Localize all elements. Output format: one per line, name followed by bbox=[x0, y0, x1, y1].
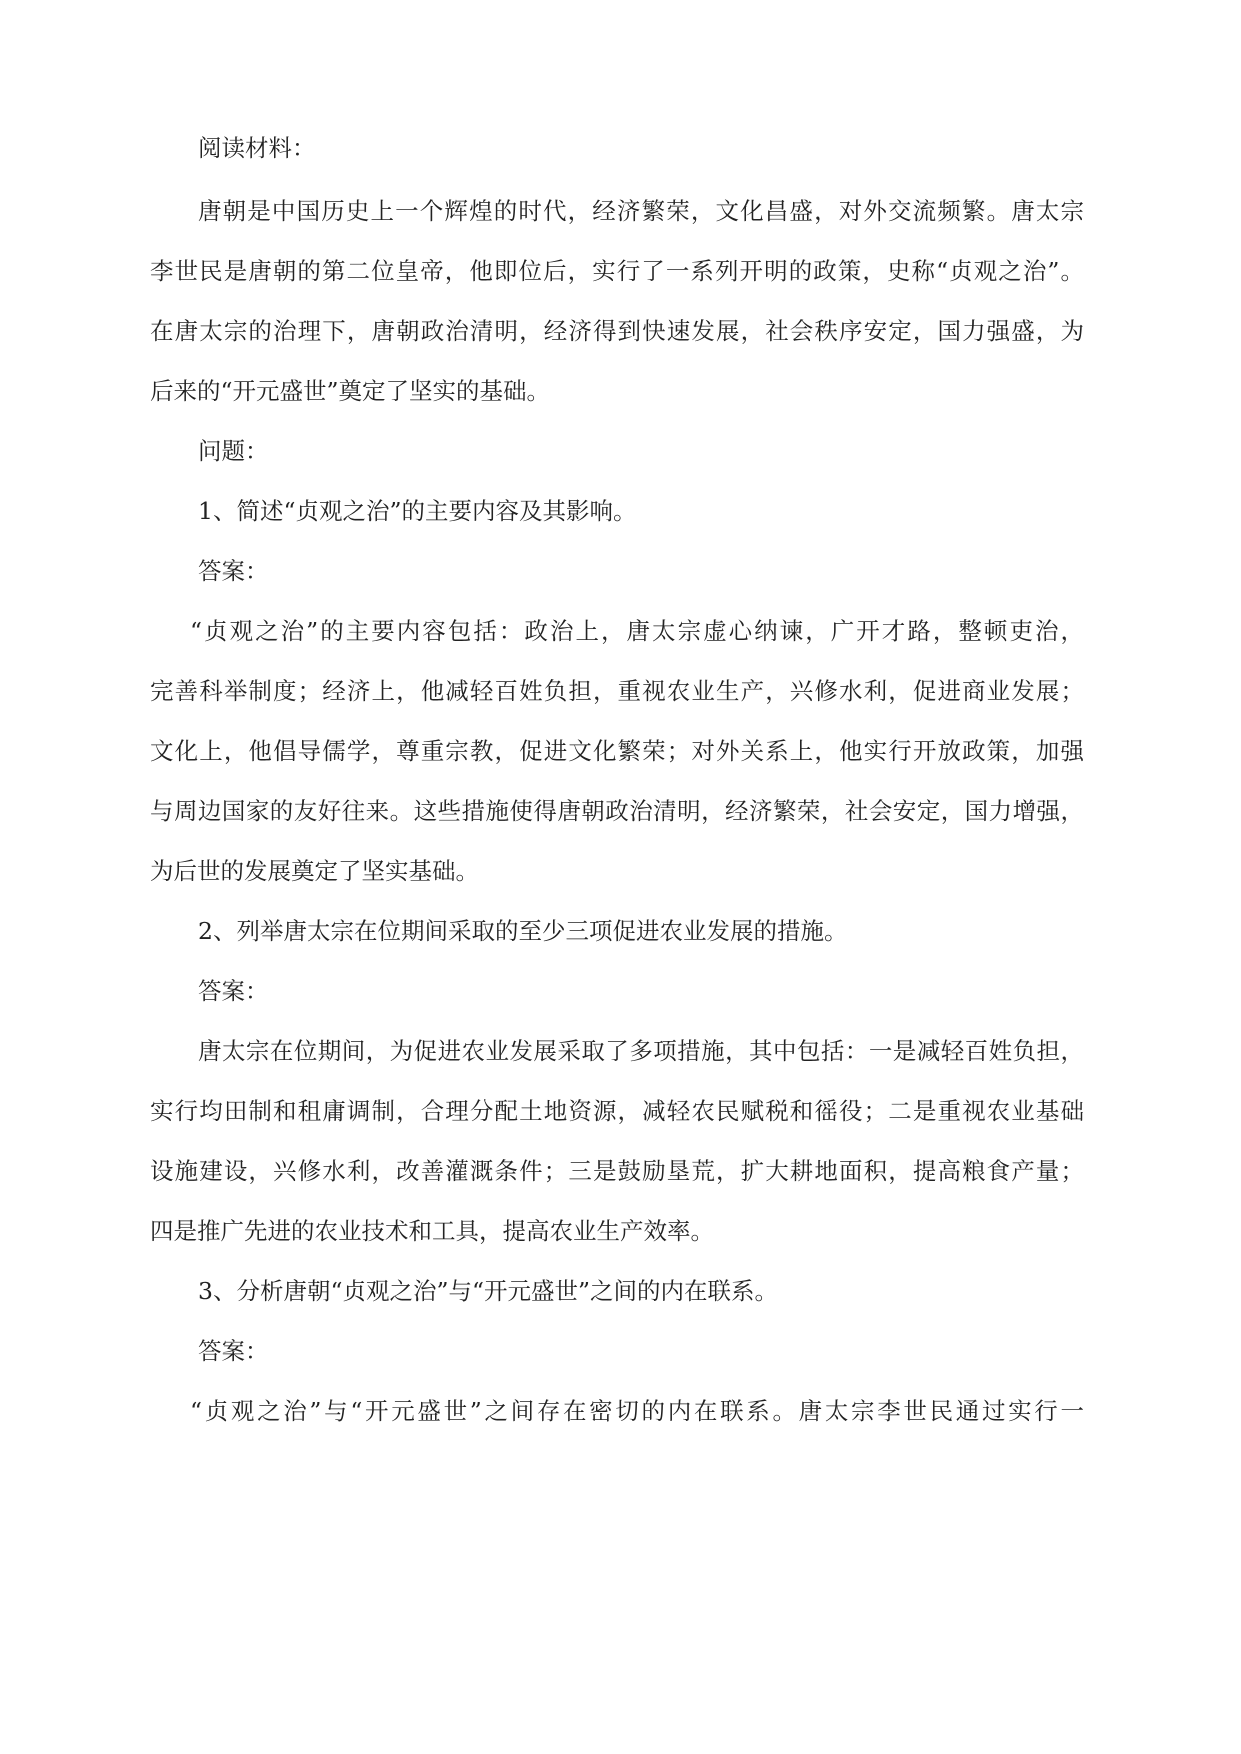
answer-2-line: 实行均田制和租庸调制，合理分配土地资源，减轻农民赋税和徭役；二是重视农业基础 bbox=[150, 1097, 1084, 1125]
question-3: 3、分析唐朝“贞观之治”与“开元盛世”之间的内在联系。 bbox=[198, 1277, 779, 1305]
answer-2-line: 设施建设，兴修水利，改善灌溉条件；三是鼓励垦荒，扩大耕地面积，提高粮食产量； bbox=[150, 1157, 1084, 1185]
question-2: 2、列举唐太宗在位期间采取的至少三项促进农业发展的措施。 bbox=[198, 917, 848, 945]
answer-3-line: “贞观之治”与“开元盛世”之间存在密切的内在联系。唐太宗李世民通过实行一 bbox=[190, 1397, 1084, 1425]
passage-line: 唐朝是中国历史上一个辉煌的时代，经济繁荣，文化昌盛，对外交流频繁。唐太宗 bbox=[198, 197, 1084, 225]
answer-1-line: 为后世的发展奠定了坚实基础。 bbox=[150, 857, 479, 885]
passage-line: 李世民是唐朝的第二位皇帝，他即位后，实行了一系列开明的政策，史称“贞观之治”。 bbox=[150, 257, 1084, 285]
answer-1-line: 文化上，他倡导儒学，尊重宗教，促进文化繁荣；对外关系上，他实行开放政策，加强 bbox=[150, 737, 1084, 765]
answer-2-line: 唐太宗在位期间，为促进农业发展采取了多项措施，其中包括：一是减轻百姓负担， bbox=[198, 1037, 1084, 1065]
answer-label-1: 答案： bbox=[198, 557, 269, 585]
answer-1-line: 与周边国家的友好往来。这些措施使得唐朝政治清明，经济繁荣，社会安定，国力增强， bbox=[150, 797, 1084, 825]
reading-material-label: 阅读材料： bbox=[198, 134, 316, 162]
answer-label-2: 答案： bbox=[198, 977, 269, 1005]
passage-line: 后来的“开元盛世”奠定了坚实的基础。 bbox=[150, 377, 551, 405]
answer-1-line: “贞观之治”的主要内容包括：政治上，唐太宗虚心纳谏，广开才路，整顿吏治， bbox=[190, 617, 1084, 645]
answer-label-3: 答案： bbox=[198, 1337, 269, 1365]
questions-label: 问题： bbox=[198, 437, 269, 465]
passage-line: 在唐太宗的治理下，唐朝政治清明，经济得到快速发展，社会秩序安定，国力强盛，为 bbox=[150, 317, 1084, 345]
answer-2-line: 四是推广先进的农业技术和工具，提高农业生产效率。 bbox=[150, 1217, 714, 1245]
question-1: 1、简述“贞观之治”的主要内容及其影响。 bbox=[198, 497, 637, 525]
answer-1-line: 完善科举制度；经济上，他减轻百姓负担，重视农业生产，兴修水利，促进商业发展； bbox=[150, 677, 1084, 705]
